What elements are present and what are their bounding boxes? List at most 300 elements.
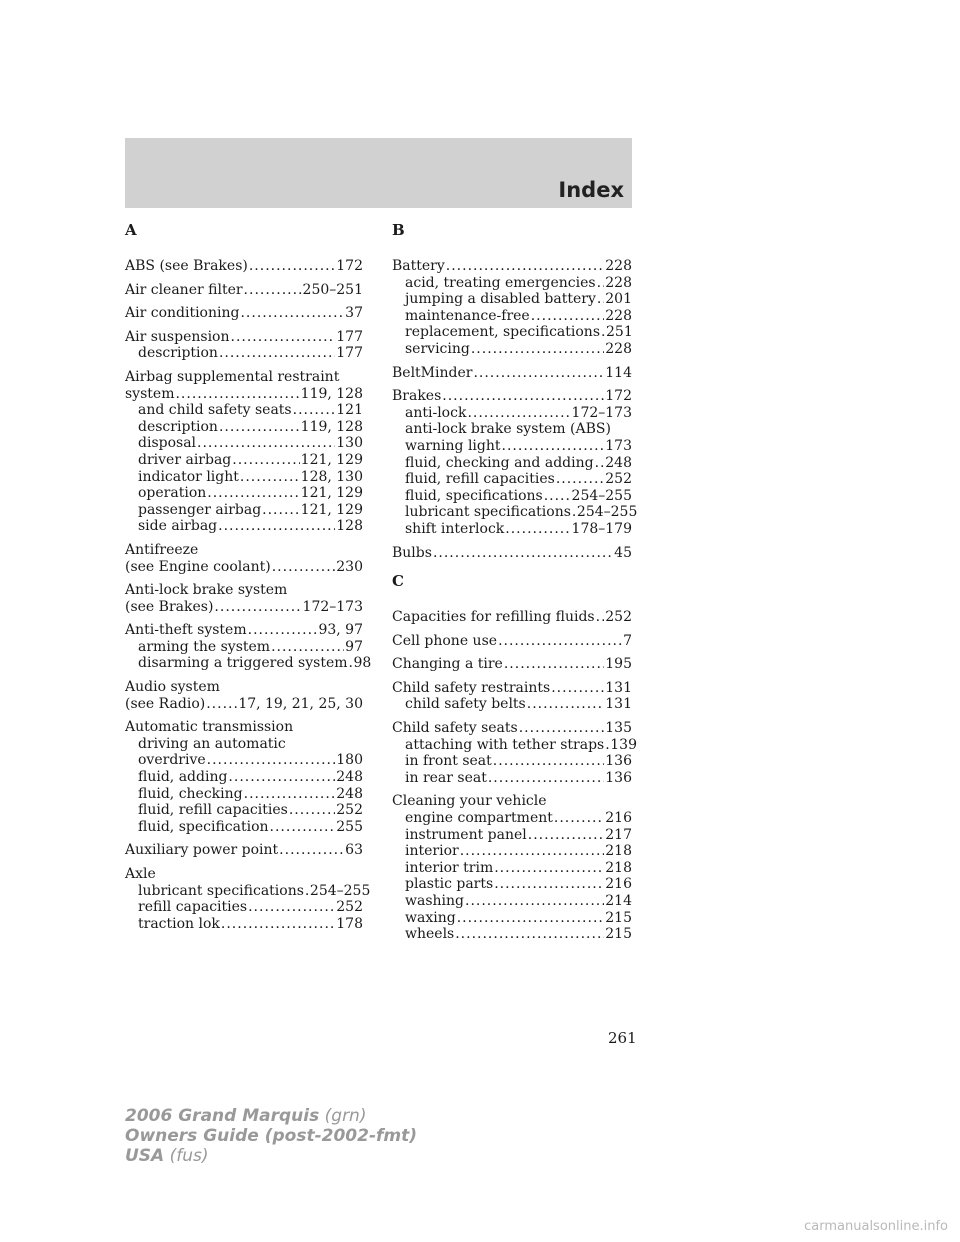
- entry-text: Child safety seats: [392, 720, 518, 737]
- entry-text: Child safety restraints: [392, 679, 551, 696]
- page-reference: 172: [605, 388, 632, 405]
- index-subentry-line: [125, 502, 363, 519]
- index-entry: [392, 545, 632, 562]
- entry-text: Air cleaner filter: [125, 281, 243, 298]
- page-reference: 119, 128: [300, 385, 363, 402]
- dot-leader: [551, 680, 604, 697]
- entry-text: description: [138, 345, 218, 362]
- index-subentry-line: [392, 827, 632, 844]
- index-entry: [392, 365, 632, 382]
- page-reference: 93, 97: [318, 622, 363, 639]
- footer-model: 2006 Grand Marquis: [125, 1106, 320, 1126]
- page-reference: 252: [605, 471, 632, 488]
- index-entry-line: [125, 369, 363, 386]
- page-reference: 248: [336, 785, 363, 802]
- page-reference: 128: [336, 518, 363, 535]
- entry-text: driving an automatic: [138, 735, 286, 752]
- dot-leader: [554, 810, 604, 827]
- footer-market-code: (fus): [169, 1146, 209, 1166]
- dot-leader: [349, 655, 353, 672]
- page-reference: 121, 129: [300, 501, 363, 518]
- entry-text: in rear seat: [405, 769, 487, 786]
- entry-text: fluid, specification: [138, 818, 269, 835]
- index-subentry-line: [392, 291, 632, 308]
- dot-leader: [262, 502, 300, 519]
- dot-leader: [248, 622, 318, 639]
- entry-text: lubricant specifications: [138, 882, 304, 899]
- index-subentry-line: [125, 419, 363, 436]
- entry-text: disarming a triggered system: [138, 655, 348, 672]
- index-subentry-line: [392, 275, 632, 292]
- entry-text: acid, treating emergencies: [405, 274, 596, 291]
- dot-leader: [493, 753, 604, 770]
- footer-line-1: [125, 1106, 417, 1126]
- page-reference: 177: [336, 328, 363, 345]
- index-subentry-line: [125, 469, 363, 486]
- entry-text: Axle: [125, 866, 156, 882]
- page-reference: 251: [606, 324, 633, 341]
- index-column-right: [392, 221, 638, 950]
- index-subentry-line: [392, 504, 638, 521]
- index-subentry-line: [392, 438, 632, 455]
- entry-text: engine compartment: [405, 810, 553, 827]
- entry-text: Bulbs: [392, 544, 432, 561]
- index-entry: [392, 793, 632, 942]
- index-subentry-line: [392, 753, 632, 770]
- dot-leader: [605, 737, 609, 754]
- dot-leader: [460, 843, 605, 860]
- index-entry-line: [125, 679, 363, 696]
- entry-text: Cell phone use: [392, 632, 498, 649]
- entry-text: Air suspension: [125, 328, 230, 345]
- page-reference: 17, 19, 21, 25, 30: [238, 695, 363, 712]
- dot-leader: [556, 471, 604, 488]
- page-reference: 130: [336, 435, 363, 452]
- entry-text: Brakes: [392, 388, 442, 405]
- entry-text: Anti-theft system: [125, 622, 247, 639]
- dot-leader: [544, 488, 571, 505]
- index-entry: [125, 679, 363, 712]
- index-entry-line: [125, 719, 363, 736]
- index-subentry-line: [125, 786, 363, 803]
- page-reference: 252: [336, 899, 363, 916]
- entry-text: replacement, specifications: [405, 324, 601, 341]
- index-entry: [392, 258, 632, 358]
- dot-leader: [270, 819, 336, 836]
- index-subentry-line: [392, 488, 632, 505]
- dot-leader: [271, 639, 344, 656]
- page-reference: 252: [336, 802, 363, 819]
- entry-text: (see Radio): [125, 695, 206, 712]
- index-entry: [392, 388, 638, 537]
- page-reference: 119, 128: [300, 418, 363, 435]
- index-column-left: [125, 221, 372, 939]
- entry-text: washing: [405, 893, 464, 909]
- page-reference: 228: [605, 307, 632, 324]
- page-reference: 97: [345, 638, 363, 655]
- entry-text: jumping a disabled battery: [405, 291, 596, 308]
- entry-text: anti-lock: [405, 404, 467, 421]
- index-entry: [125, 258, 363, 275]
- page-reference: 172–173: [302, 598, 363, 615]
- entry-text: fluid, refill capacities: [138, 802, 288, 819]
- dot-leader: [218, 518, 335, 535]
- index-entry-line: [392, 656, 632, 673]
- index-entry: [392, 720, 637, 786]
- page-reference: 218: [605, 859, 632, 876]
- entry-text: Changing a tire: [392, 656, 503, 673]
- index-subentry-line: [125, 752, 363, 769]
- dot-leader: [219, 419, 300, 436]
- index-entry-line: [125, 696, 363, 713]
- dot-leader: [175, 386, 299, 403]
- entry-text: fluid, refill capacities: [405, 471, 555, 488]
- index-entry-line: [392, 609, 632, 626]
- dot-leader: [219, 345, 335, 362]
- page-reference: 228: [605, 274, 632, 291]
- page-reference: 114: [605, 364, 632, 381]
- entry-text: Air conditioning: [125, 305, 240, 322]
- index-subentry-line: [125, 802, 363, 819]
- entry-text: Anti-lock brake system: [125, 582, 288, 599]
- entry-text: Battery: [392, 258, 445, 274]
- entry-text: operation: [138, 485, 207, 502]
- index-subentry-line: [125, 452, 363, 469]
- page-reference: 214: [605, 893, 632, 909]
- entry-text: traction lok: [138, 915, 220, 932]
- dot-leader: [305, 883, 309, 900]
- index-entry-line: [392, 793, 632, 810]
- entry-text: shift interlock: [405, 520, 505, 537]
- index-entry-line: [125, 599, 363, 616]
- page-reference: 135: [605, 720, 632, 737]
- index-entry-line: [125, 559, 363, 576]
- index-entry: [125, 719, 363, 835]
- page-reference: 216: [605, 810, 632, 827]
- entry-text: BeltMinder: [392, 364, 473, 381]
- index-subentry-line: [392, 893, 632, 910]
- page-reference: 178: [336, 915, 363, 932]
- dot-leader: [228, 769, 335, 786]
- entry-text: description: [138, 418, 218, 435]
- dot-leader: [528, 827, 605, 844]
- entry-text: in front seat: [405, 753, 492, 770]
- entry-text: maintenance-free: [405, 307, 530, 324]
- index-entry: [125, 842, 363, 859]
- dot-leader: [601, 324, 605, 341]
- index-subentry-line: [392, 341, 632, 358]
- page-reference: 177: [336, 345, 363, 362]
- entry-text: Airbag supplemental restraint: [125, 368, 340, 385]
- entry-text: passenger airbag: [138, 501, 262, 518]
- page-reference: 218: [605, 843, 632, 860]
- dot-leader: [457, 910, 605, 927]
- dot-leader: [572, 504, 576, 521]
- page-reference: 121: [336, 402, 363, 419]
- index-subentry-line: [392, 696, 632, 713]
- dot-leader: [221, 916, 335, 933]
- entry-text: driver airbag: [138, 451, 232, 468]
- dot-leader: [597, 275, 605, 292]
- page-reference: 7: [623, 632, 632, 649]
- entry-text: lubricant specifications: [405, 504, 571, 521]
- index-subentry-line: [392, 843, 632, 860]
- index-subentry-line: [392, 926, 632, 943]
- entry-text: Capacities for refilling fluids: [392, 609, 595, 626]
- dot-leader: [467, 405, 570, 422]
- index-entry: [125, 622, 372, 672]
- index-entry-line: [125, 282, 363, 299]
- dot-leader: [244, 786, 336, 803]
- watermark: carmanualsonline.info: [804, 1219, 948, 1234]
- index-subentry-line: [392, 405, 632, 422]
- page-reference: 230: [336, 558, 363, 575]
- index-subentry-line: [125, 518, 363, 535]
- entry-text: disposal: [138, 435, 197, 452]
- page-reference: 254–255: [571, 487, 632, 504]
- page-reference: 255: [336, 818, 363, 835]
- index-entry: [125, 329, 363, 362]
- entry-text: arming the system: [138, 638, 271, 655]
- dot-leader: [206, 696, 237, 713]
- index-subentry-line: [125, 882, 371, 900]
- dot-leader: [595, 455, 605, 472]
- footer-guide: Owners Guide (post-2002-fmt): [125, 1126, 418, 1146]
- page-reference: 217: [605, 826, 632, 843]
- dot-leader: [207, 752, 336, 769]
- index-subentry-line: [125, 485, 363, 502]
- entry-text: child safety belts: [405, 696, 526, 713]
- entry-text: Antifreeze: [125, 541, 199, 558]
- dot-leader: [240, 305, 344, 322]
- page-reference: 195: [605, 656, 632, 673]
- page-reference: 252: [605, 609, 632, 626]
- index-subentry-line: [125, 402, 363, 419]
- dot-leader: [494, 876, 604, 893]
- dot-leader: [471, 341, 604, 358]
- index-subentry-line: [392, 324, 632, 341]
- entry-text: (see Brakes): [125, 598, 214, 615]
- dot-leader: [197, 435, 335, 452]
- entry-text: interior: [405, 843, 459, 860]
- dot-leader: [455, 926, 604, 943]
- index-subentry-line: [125, 899, 363, 916]
- index-subentry-line: [125, 639, 363, 656]
- index-entry-line: [125, 866, 363, 883]
- dot-leader: [519, 720, 605, 737]
- page-reference: 136: [605, 769, 632, 786]
- dot-leader: [498, 633, 622, 650]
- page-reference: 37: [345, 305, 363, 322]
- page-reference: 172–173: [571, 404, 632, 421]
- page-reference: 248: [336, 769, 363, 786]
- dot-leader: [289, 802, 335, 819]
- index-subentry-line: [392, 421, 632, 438]
- page-reference: 254–255: [576, 504, 638, 521]
- entry-text: servicing: [405, 340, 470, 357]
- entry-text: waxing: [405, 909, 456, 926]
- entry-text: Auxiliary power point: [125, 842, 279, 859]
- dot-leader: [531, 308, 605, 325]
- page-number: 261: [608, 1029, 637, 1047]
- page-reference: 180: [336, 752, 363, 769]
- page-reference: 45: [614, 544, 632, 561]
- dot-leader: [244, 282, 302, 299]
- entry-text: wheels: [405, 926, 455, 943]
- footer: [125, 1106, 417, 1166]
- index-subentry-line: [125, 916, 363, 933]
- dot-leader: [473, 365, 604, 382]
- dot-leader: [597, 291, 604, 308]
- section-letter: C: [392, 572, 404, 591]
- entry-text: warning light: [405, 437, 501, 454]
- entry-text: Cleaning your vehicle: [392, 793, 547, 810]
- page-reference: 131: [605, 696, 632, 713]
- index-subentry-line: [125, 736, 363, 753]
- index-subentry-line: [125, 769, 363, 786]
- index-entry: [125, 282, 363, 299]
- dot-leader: [272, 559, 336, 576]
- dot-leader: [207, 485, 299, 502]
- index-entry: [125, 369, 363, 535]
- dot-leader: [240, 469, 300, 486]
- entry-text: attaching with tether straps: [405, 736, 605, 753]
- page-reference: 139: [610, 736, 637, 753]
- index-subentry-line: [392, 471, 632, 488]
- dot-leader: [505, 521, 570, 538]
- dot-leader: [596, 609, 605, 626]
- dot-leader: [465, 893, 604, 910]
- page-reference: 228: [605, 258, 632, 274]
- page-reference: 201: [605, 291, 632, 308]
- dot-leader: [279, 842, 344, 859]
- entry-text: refill capacities: [138, 899, 248, 916]
- entry-text: ABS (see Brakes): [125, 258, 248, 274]
- index-subentry-line: [392, 876, 632, 893]
- dot-leader: [494, 860, 604, 877]
- index-entry-line: [125, 622, 363, 639]
- entry-text: fluid, specifications: [405, 487, 543, 504]
- dot-leader: [249, 258, 335, 275]
- entry-text: plastic parts: [405, 876, 494, 893]
- entry-text: instrument panel: [405, 826, 527, 843]
- entry-text: fluid, adding: [138, 769, 228, 786]
- entry-text: interior trim: [405, 859, 494, 876]
- index-entry: [392, 609, 632, 626]
- index-entry-line: [125, 386, 363, 403]
- index-entry-line: [125, 305, 363, 322]
- index-entry-line: [125, 542, 363, 559]
- index-entry-line: [392, 633, 632, 650]
- index-subentry-line: [392, 736, 637, 754]
- entry-text: overdrive: [138, 752, 206, 769]
- index-entry-line: [392, 545, 632, 562]
- dot-leader: [504, 656, 604, 673]
- index-entry-line: [125, 258, 363, 275]
- page-reference: 98: [353, 655, 372, 672]
- index-subentry-line: [392, 521, 632, 538]
- index-subentry-line: [125, 819, 363, 836]
- dot-leader: [232, 452, 299, 469]
- index-entry: [392, 656, 632, 673]
- page-reference: 173: [605, 437, 632, 454]
- dot-leader: [231, 329, 336, 346]
- dot-leader: [214, 599, 301, 616]
- index-entry: [392, 633, 632, 650]
- dot-leader: [248, 899, 335, 916]
- page-reference: 216: [605, 876, 632, 893]
- entry-text: anti-lock brake system (ABS): [405, 421, 611, 438]
- index-entry: [125, 866, 371, 932]
- page-reference: 121, 129: [300, 451, 363, 468]
- page-reference: 121, 129: [300, 485, 363, 502]
- index-subentry-line: [392, 910, 632, 927]
- index-entry-line: [125, 582, 363, 599]
- index-entry: [125, 582, 363, 615]
- page-reference: 136: [605, 753, 632, 770]
- page-reference: 248: [605, 454, 632, 471]
- page-reference: 131: [605, 679, 632, 696]
- page-reference: 128, 130: [300, 468, 363, 485]
- page-reference: 228: [605, 340, 632, 357]
- index-entry-line: [392, 388, 632, 405]
- entry-text: indicator light: [138, 468, 239, 485]
- index-subentry-line: [125, 345, 363, 362]
- dot-leader: [446, 258, 604, 275]
- dot-leader: [502, 438, 605, 455]
- index-entry-line: [125, 842, 363, 859]
- dot-leader: [293, 402, 336, 419]
- page-reference: 178–179: [571, 520, 632, 537]
- index-entry-line: [392, 720, 632, 737]
- entry-text: fluid, checking and adding: [405, 454, 594, 471]
- index-subentry-line: [392, 810, 632, 827]
- index-subentry-line: [125, 655, 372, 672]
- page-reference: 254–255: [309, 882, 371, 899]
- index-entry-line: [392, 258, 632, 275]
- index-entry: [125, 542, 363, 575]
- index-entry-line: [125, 329, 363, 346]
- index-entry: [125, 305, 363, 322]
- header-band: [125, 138, 632, 208]
- footer-model-code: (grn): [324, 1106, 367, 1126]
- dot-leader: [488, 770, 604, 787]
- entry-text: (see Engine coolant): [125, 558, 271, 575]
- dot-leader: [433, 545, 613, 562]
- entry-text: and child safety seats: [138, 402, 292, 419]
- entry-text: fluid, checking: [138, 785, 243, 802]
- dot-leader: [442, 388, 604, 405]
- section-letter: A: [125, 221, 137, 239]
- footer-market: USA: [125, 1146, 165, 1166]
- dot-leader: [527, 696, 605, 713]
- page-reference: 250–251: [302, 281, 363, 298]
- footer-line-2: [125, 1126, 417, 1146]
- index-subentry-line: [392, 308, 632, 325]
- page-reference: 215: [605, 909, 632, 926]
- page-title: Index: [558, 178, 624, 202]
- index-subentry-line: [392, 860, 632, 877]
- entry-text: Audio system: [125, 679, 220, 696]
- index-entry-line: [392, 680, 632, 697]
- index-subentry-line: [392, 770, 632, 787]
- page-reference: 63: [345, 842, 363, 859]
- section-letter: B: [392, 221, 405, 239]
- page-reference: 215: [605, 926, 632, 943]
- entry-text: system: [125, 385, 175, 402]
- entry-text: side airbag: [138, 518, 218, 535]
- index-entry-line: [392, 365, 632, 382]
